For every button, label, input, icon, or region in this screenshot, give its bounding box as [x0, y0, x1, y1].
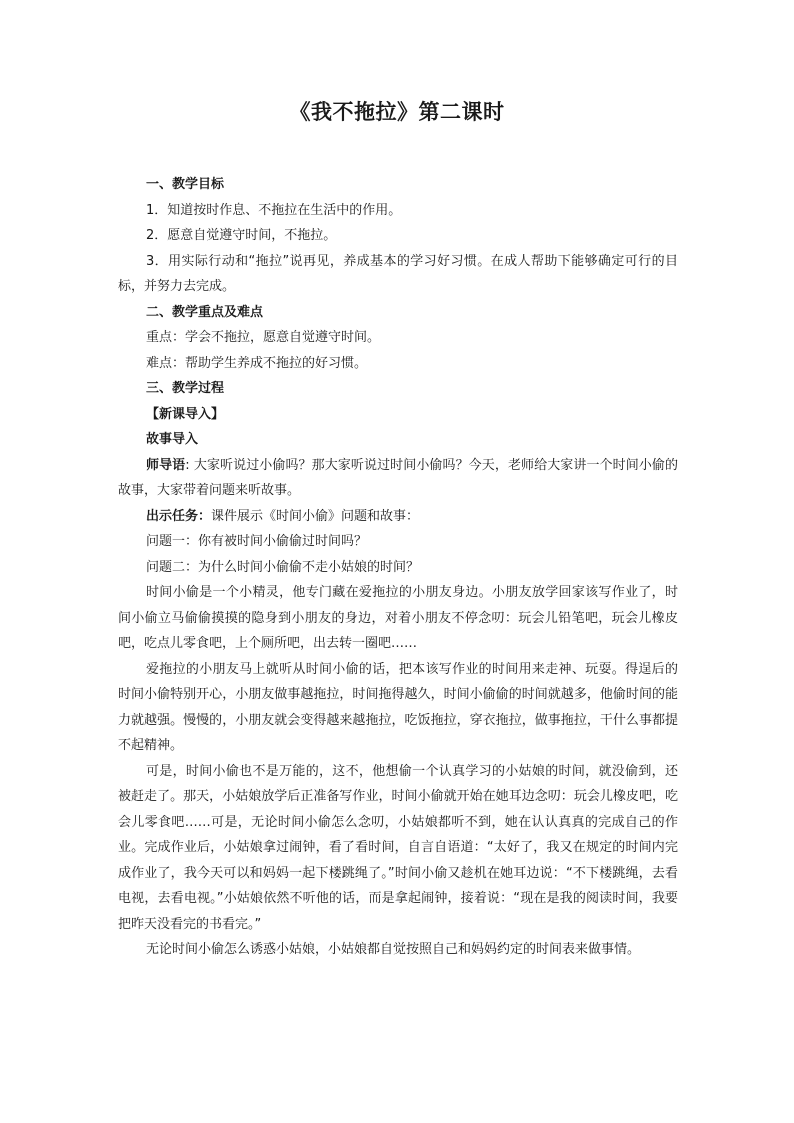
task-label: 出示任务： — [146, 508, 212, 524]
section-heading-goals: 一、教学目标 — [146, 177, 225, 192]
page-title: 《我不拖拉》第二课时 — [289, 100, 505, 124]
goal-item: 1．知道按时作息、不拖拉在生活中的作用。 — [146, 202, 402, 218]
difficult-point: 难点：帮助学生养成不拖拉的好习惯。 — [146, 355, 368, 371]
goal-item: 3．用实际行动和“拖拉”说再见，养成基本的学习好习惯。在成人帮助下能够确定可行的目标，并努力去完成。 — [118, 253, 678, 294]
teacher-guide-paragraph — [118, 453, 678, 504]
story-paragraph: 无论时间小偷怎么诱惑小姑娘，小姑娘都自觉按照自己和妈妈约定的时间表来做事情。 — [146, 942, 641, 957]
section-heading-key-points: 二、教学重点及难点 — [146, 304, 264, 320]
question-one: 问题一：你有被时间小偷偷过时间吗？ — [146, 534, 368, 549]
task-text: 课件展示《时间小偷》问题和故事： — [211, 508, 420, 524]
story-paragraph: 爱拖拉的小朋友马上就听从时间小偷的话，把本该写作业的时间用来走神、玩耍。得逞后的时间小偷特别开心，小朋友做事越拖拉，时间拖得越久，时间小偷偷的时间就越多，他偷时间的能力就越强。慢慢的，小朋友就会变得越来越拖拉，吃饭拖拉，穿衣拖拉，做事拖拉，干什么事都提不起精神。 — [118, 661, 678, 753]
teacher-guide-text: : 大家听说过小偷吗？那大家听说过时间小偷吗？今天，老师给大家讲一个时间小偷的故事，大家带着问题来听故事。 — [118, 457, 678, 498]
document-body — [118, 172, 678, 963]
teacher-guide-label: 师导语 — [146, 457, 186, 473]
section-heading-process: 三、教学过程 — [146, 381, 225, 396]
story-paragraph: 时间小偷是一个小精灵，他专门藏在爱拖拉的小朋友身边。小朋友放学回家该写作业了，时间小偷立马偷偷摸摸的隐身到小朋友的身边，对着小朋友不停念叨：玩会儿铅笔吧，玩会儿橡皮吧，吃点儿零食吧，上个厕所吧，出去转一圈吧…… — [118, 585, 678, 651]
subsection-heading-story: 故事导入 — [146, 432, 199, 447]
subsection-heading-intro: 【新课导入】 — [146, 406, 225, 422]
goal-item: 2．愿意自觉遵守时间，不拖拉。 — [146, 228, 337, 243]
task-paragraph — [118, 504, 678, 530]
key-point: 重点：学会不拖拉，愿意自觉遵守时间。 — [146, 330, 381, 345]
question-two: 问题二：为什么时间小偷偷不走小姑娘的时间？ — [146, 559, 420, 575]
story-paragraph: 可是，时间小偷也不是万能的，这不，他想偷一个认真学习的小姑娘的时间，就没偷到，还被赶走了。那天，小姑娘放学后正准备写作业，时间小偷就开始在她耳边念叨：玩会儿橡皮吧，吃会儿零食吧……可是，无论时间小偷怎么念叨，小姑娘都听不到，她在认认真真的完成自己的作业。完成作业后，小姑娘拿过闹钟，看了看时间，自言自语道：“太好了，我又在规定的时间内完成作业了，我今天可以和妈妈一起下楼跳绳了。”时间小偷又趁机在她耳边说：“不下楼跳绳，去看电视，去看电视。”小姑娘依然不听他的话，而是拿起闹钟，接着说：“现在是我的阅读时间，我要把昨天没看完的书看完。” — [118, 763, 678, 932]
